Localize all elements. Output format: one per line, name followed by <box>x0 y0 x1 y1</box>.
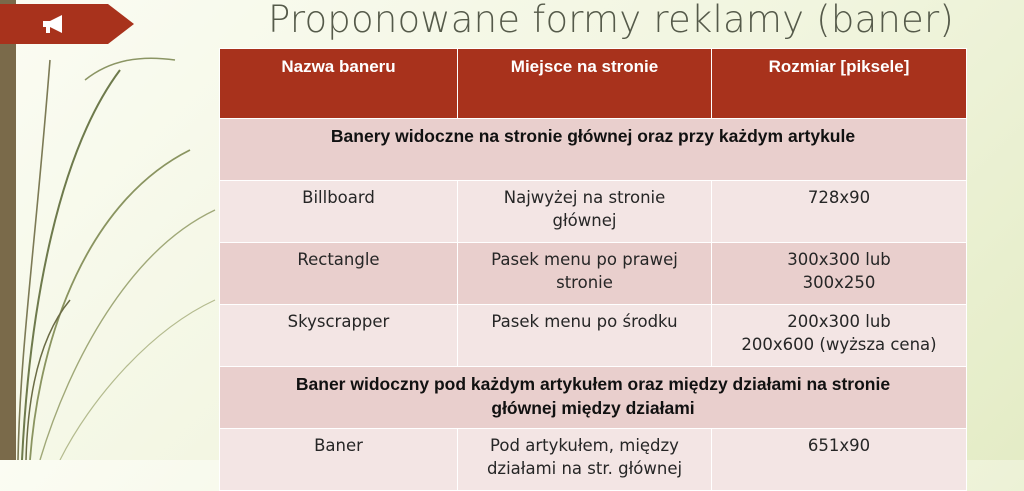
header-name: Nazwa baneru <box>220 49 458 119</box>
header-size: Rozmiar [piksele] <box>712 49 967 119</box>
section-row <box>220 367 967 429</box>
title-marker-arrow <box>108 4 134 44</box>
megaphone-icon <box>40 12 70 36</box>
banner-size: 300x300 lub 300x250 <box>712 243 967 305</box>
section-title: Banery widoczne na stronie głównej oraz przy każdym artykule <box>220 119 967 181</box>
table-row <box>220 181 967 243</box>
banner-name: Skyscrapper <box>220 305 458 367</box>
banner-place: Pasek menu po prawej stronie <box>458 243 712 305</box>
table-row <box>220 243 967 305</box>
banner-name: Billboard <box>220 181 458 243</box>
left-wood-bar <box>0 0 16 460</box>
banner-place: Pod artykułem, między działami na str. głównej <box>458 429 712 491</box>
banner-name: Rectangle <box>220 243 458 305</box>
section-title: Baner widoczny pod każdym artykułem oraz między działami na stronie głównej między działami <box>220 367 967 429</box>
banner-place: Najwyżej na stronie głównej <box>458 181 712 243</box>
slide-title: Proponowane formy reklamy (baner) <box>268 0 955 41</box>
table-row <box>220 305 967 367</box>
header-place: Miejsce na stronie <box>458 49 712 119</box>
banner-place: Pasek menu po środku <box>458 305 712 367</box>
banner-size: 651x90 <box>712 429 967 491</box>
banner-table <box>219 48 967 491</box>
banner-size: 728x90 <box>712 181 967 243</box>
section-row <box>220 119 967 181</box>
banner-size: 200x300 lub 200x600 (wyższa cena) <box>712 305 967 367</box>
banner-name: Baner <box>220 429 458 491</box>
table-header-row <box>220 49 967 119</box>
